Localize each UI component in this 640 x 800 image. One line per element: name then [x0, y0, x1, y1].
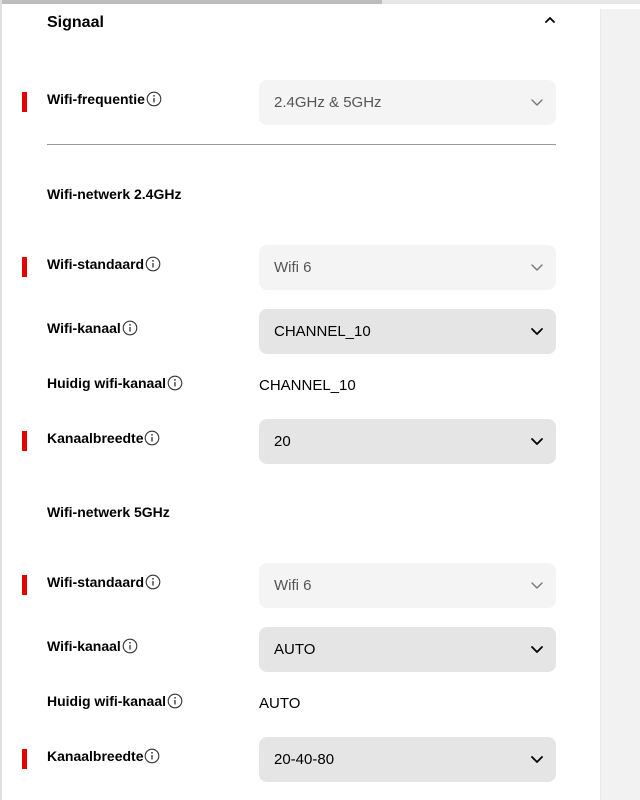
wifi-channel-label	[47, 320, 138, 336]
label-text: Wifi-standaard	[47, 574, 145, 590]
row-24-current-channel	[0, 374, 600, 398]
wifi-channel-label	[47, 638, 138, 654]
chevron-down-icon	[530, 326, 544, 336]
row-wifi-frequency	[0, 80, 600, 125]
wifi-frequency-select[interactable]	[259, 80, 556, 125]
label-text: Huidig wifi-kanaal	[47, 375, 167, 391]
right-panel	[600, 9, 640, 800]
select-value: Wifi 6	[274, 577, 312, 594]
current-channel-value-5: AUTO	[259, 695, 301, 712]
network-5-heading: Wifi-netwerk 5GHz	[47, 504, 170, 520]
current-channel-label	[47, 693, 183, 709]
wifi-standard-select-5[interactable]	[259, 563, 556, 608]
label-text: Huidig wifi-kanaal	[47, 693, 167, 709]
info-icon[interactable]	[167, 693, 183, 709]
required-marker	[22, 575, 27, 595]
chevron-down-icon	[530, 644, 544, 654]
row-5-wifi-channel	[0, 627, 600, 672]
info-icon[interactable]	[145, 574, 161, 590]
network-24-heading: Wifi-netwerk 2.4GHz	[47, 186, 182, 202]
info-icon[interactable]	[145, 256, 161, 272]
section-title: Signaal	[47, 14, 104, 31]
chevron-up-icon[interactable]	[544, 14, 556, 26]
info-icon[interactable]	[144, 430, 160, 446]
select-value: AUTO	[274, 641, 316, 658]
row-24-bandwidth	[0, 419, 600, 464]
label-text: Wifi-kanaal	[47, 638, 121, 654]
wifi-standard-select-24[interactable]	[259, 245, 556, 290]
wifi-standard-label	[47, 256, 161, 272]
select-value: 20-40-80	[274, 751, 335, 768]
required-marker	[22, 257, 27, 277]
top-scrollbar[interactable]	[0, 0, 640, 4]
top-scrollbar-thumb[interactable]	[0, 0, 382, 4]
chevron-down-icon	[530, 754, 544, 764]
chevron-down-icon	[530, 436, 544, 446]
bandwidth-label	[47, 748, 160, 764]
wifi-frequency-label	[47, 91, 162, 107]
required-marker	[22, 431, 27, 451]
current-channel-value-24: CHANNEL_10	[259, 377, 356, 394]
required-marker	[22, 92, 27, 112]
chevron-down-icon	[530, 97, 544, 107]
row-24-wifi-standard	[0, 245, 600, 290]
label-text: Kanaalbreedte	[47, 748, 144, 764]
label-text: Wifi-standaard	[47, 256, 145, 272]
info-icon[interactable]	[122, 638, 138, 654]
bandwidth-select-5[interactable]	[259, 737, 556, 782]
current-channel-label	[47, 375, 183, 391]
section-header-signaal[interactable]	[47, 10, 559, 36]
bandwidth-label	[47, 430, 160, 446]
bandwidth-select-24[interactable]	[259, 419, 556, 464]
row-5-wifi-standard	[0, 563, 600, 608]
wifi-channel-select-24[interactable]	[259, 309, 556, 354]
select-value: CHANNEL_10	[274, 323, 371, 340]
row-5-bandwidth	[0, 737, 600, 782]
wifi-channel-select-5[interactable]	[259, 627, 556, 672]
wifi-standard-label	[47, 574, 161, 590]
select-value: Wifi 6	[274, 259, 312, 276]
row-5-current-channel	[0, 692, 600, 716]
label-text: Wifi-frequentie	[47, 91, 145, 107]
info-icon[interactable]	[122, 320, 138, 336]
row-24-wifi-channel	[0, 309, 600, 354]
divider	[47, 144, 556, 145]
required-marker	[22, 749, 27, 769]
select-value: 20	[274, 433, 291, 450]
info-icon[interactable]	[146, 91, 162, 107]
chevron-down-icon	[530, 262, 544, 272]
chevron-down-icon	[530, 580, 544, 590]
label-text: Kanaalbreedte	[47, 430, 144, 446]
select-value: 2.4GHz & 5GHz	[274, 94, 382, 111]
info-icon[interactable]	[167, 375, 183, 391]
label-text: Wifi-kanaal	[47, 320, 121, 336]
info-icon[interactable]	[144, 748, 160, 764]
